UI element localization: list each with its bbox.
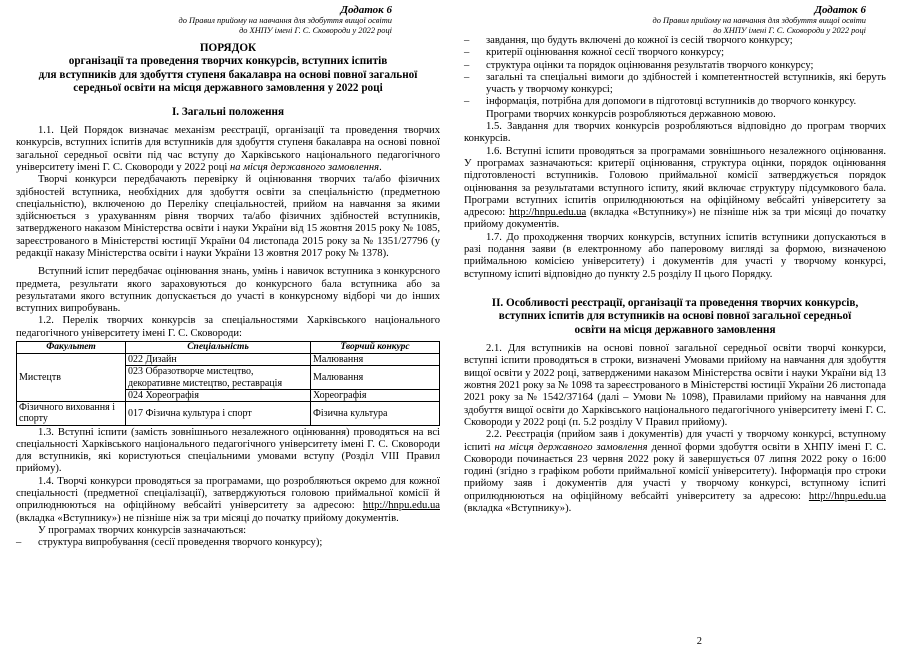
paragraph: 1.2. Перелік творчих конкурсів за спеціальностями Харківського національного педагогічного університету імені Г. С. Сковороди: bbox=[16, 315, 440, 339]
university-link[interactable]: http://hnpu.edu.ua bbox=[808, 490, 886, 502]
appendix-title: Додаток 6 bbox=[340, 4, 392, 16]
table-cell: 023 Образотворче мистецтво, декоративне мистецтво, реставрація bbox=[126, 366, 311, 389]
table-row bbox=[17, 354, 440, 366]
list-item: – загальні та спеціальні вимоги до здібностей і компетентностей вступників, які беруть участь у творчому конкурсі; bbox=[464, 71, 886, 96]
page-number: 2 bbox=[696, 636, 702, 647]
table-cell: Малювання bbox=[311, 354, 440, 366]
paragraph: 1.1. Цей Порядок визначає механізм реєстрації, організації та проведення творчих конкурсів, вступних іспитів для вступників для здобуття ступеня бакалавра на основі повної загальної середньої освіти під час вступу до Харківського національного педагогічного університету імені Г. С. Сковороди у 2022 році на місця державного замовлення. bbox=[16, 125, 440, 173]
paragraph: 1.3. Вступні іспити (замість зовнішнього незалежного оцінювання) проводяться на всі спеціальності Харківського національного педагогічного університету імені Г. С. Сковороди для вступників, які користуються спеціальними умовами вступу (Розділ VIII Правил прийому). bbox=[16, 426, 440, 475]
list-item: – завдання, що будуть включені до кожної із сесій творчого конкурсу; bbox=[464, 35, 793, 46]
table-row bbox=[17, 402, 440, 425]
list-item: – структура оцінки та порядок оцінювання результатів творчого конкурсу; bbox=[464, 59, 814, 71]
paragraph: У програмах творчих конкурсів зазначаються: bbox=[38, 524, 247, 536]
list-item: – критерії оцінювання кожної сесії творчого конкурсу; bbox=[464, 47, 725, 59]
header-line: до ХНПУ імені Г. С. Сковороди у 2022 році bbox=[239, 25, 392, 35]
university-link[interactable]: http://hnpu.edu.ua bbox=[362, 500, 440, 512]
table-header: Творчий конкурс bbox=[311, 342, 440, 354]
table-header: Факультет bbox=[17, 342, 126, 354]
table-cell: 017 Фізична культура і спорт bbox=[126, 402, 311, 425]
right-page bbox=[450, 0, 900, 655]
table-cell: Хореографія bbox=[311, 389, 440, 401]
section-heading: І. Загальні положення bbox=[171, 105, 285, 118]
page-header bbox=[464, 4, 886, 35]
paragraph: Програми творчих конкурсів розробляються державною мовою. bbox=[486, 108, 776, 120]
page-header bbox=[16, 4, 440, 35]
paragraph: 2.1. Для вступників на основі повної загальної середньої освіти творчі конкурси, вступні іспити проводяться в строки, визначені Умовами прийому на навчання для здобуття вищої освіти у 2022 році, затвердженими наказом Міністерства освіти і науки України від 13 жовтня 2021 року за № 1098 та зареєстрованого в Міністерстві юстиції України 26 листопада 2021 року за № 1542/37164 (далі – Умови № 1098), Правилами прийому на навчання для здобуття вищої освіти до Харківського національного педагогічного університету імені Г. С. Сковороди у 2022 році (п. 5.2 розділу V Правил прийому). bbox=[464, 343, 886, 428]
section-heading: ІІ. Особливості реєстрації, організації та проведення творчих конкурсів, вступних іспитів для вступників на основі повної загальної середньої освіти на місця державного замовлення bbox=[491, 296, 859, 336]
table-cell: Фізична культура bbox=[311, 402, 440, 425]
document-title: ПОРЯДОК організації та проведення творчих конкурсів, вступних іспитів для вступників для здобуття ступеня бакалавра на основі повної загальної середньої освіти на місця державного замовлення у 2022 році bbox=[38, 42, 418, 95]
header-line: до Правил прийому на навчання для здобуття вищої освіти bbox=[652, 16, 866, 25]
specialties-table bbox=[16, 341, 440, 425]
university-link[interactable]: http://hnpu.edu.ua bbox=[509, 207, 587, 219]
table-header: Спеціальність bbox=[126, 342, 311, 354]
header-line: до Правил прийому на навчання для здобуття вищої освіти bbox=[178, 16, 392, 25]
table-cell: 022 Дизайн bbox=[126, 354, 311, 366]
paragraph: 1.6. Вступні іспити проводяться за програмами зовнішнього незалежного оцінювання. У програмах зазначаються: критерії оцінювання, структура оцінки, порядок оцінювання підготовленості вступників. Головою приймальної комісії затверджується порядок оцінювання за результатами вступного іспиту, який включає структуру підсумкового бала. Програми вступних іспитів оприлюднюються на офіційному вебсайті університету за адресою: http://hnpu.edu.ua (вкладка «Вступнику») не пізніше ніж за три місяці до початку прийому документів. bbox=[464, 145, 886, 231]
paragraph: Вступний іспит передбачає оцінювання знань, умінь і навичок вступника з конкурсного предмета, результати якого зараховуються до конкурсного бала вступника або за результатами якого вступник допускається до участі в конкурсному відборі чи до інших вступних випробувань. bbox=[16, 266, 440, 315]
header-line: до ХНПУ імені Г. С. Сковороди у 2022 році bbox=[713, 25, 866, 35]
list-item: – структура випробування (сесії проведення творчого конкурсу); bbox=[16, 537, 323, 549]
table-cell: Фізичного виховання і спорту bbox=[17, 402, 126, 425]
table-cell: Малювання bbox=[311, 366, 440, 389]
paragraph: Творчі конкурси передбачають перевірку й оцінювання творчих та/або фізичних здібностей вступника, необхідних для здобуття освіти за спеціальністю (предметною спеціальністю), включеною до Переліку спеціальностей, прийом на навчання за якими здійснюється з урахуванням рівня творчих та/або фізичних здібностей вступників, затвердженого наказом Міністерства освіти і науки України від 15 жовтня 2015 року № 1085, зареєстрованого в Міністерстві юстиції України 04 листопада 2015 року за № 1351/27796 (у редакції наказу Міністерства освіти і науки України 13 жовтня 2017 року № 1378). bbox=[16, 174, 440, 259]
paragraph: 2.2. Реєстрація (прийом заяв і документів) для участі у творчому конкурсі, вступному іспиті на місця державного замовлення денної форми здобуття освіти в ХНПУ імені Г. С. Сковороди починається 23 червня 2022 року й завершується 07 липня 2022 року о 16:00 годині (згідно з графіком роботи приймальної комісії університету). Інформація про строки прийому заяв і документів для участі у творчому конкурсі, вступному іспиті оприлюднюються на офіційному вебсайті університету за адресою: http://hnpu.edu.ua (вкладка «Вступнику»). bbox=[464, 429, 886, 515]
paragraph: 1.7. До проходження творчих конкурсів, вступних іспитів вступники допускаються в разі подання заяви (в електронному або паперовому вигляді за формою, визначеною приймальною комісією університету) і документів для участі у творчому конкурсі, вступному іспиті відповідно до пункту 2.5 розділу ІІ цього Порядку. bbox=[464, 231, 886, 280]
appendix-title: Додаток 6 bbox=[814, 4, 866, 16]
table-cell: 024 Хореографія bbox=[126, 389, 311, 401]
paragraph: 1.5. Завдання для творчих конкурсів розробляються відповідно до програм творчих конкурсів. bbox=[464, 121, 886, 145]
table-cell: Мистецтв bbox=[17, 354, 126, 402]
paragraph: 1.4. Творчі конкурси проводяться за програмами, що розробляються окремо для кожної спеціальності (предметної спеціалізації), затверджуються головою приймальної комісії й оприлюднюються на офіційному вебсайті університету за адресою: http://hnpu.edu.ua (вкладка «Вступнику») не пізніше ніж за три місяці до початку прийому документів. bbox=[16, 475, 440, 524]
list-item: – інформація, потрібна для допомоги в підготовці вступників до творчого конкурсу. bbox=[464, 96, 857, 108]
